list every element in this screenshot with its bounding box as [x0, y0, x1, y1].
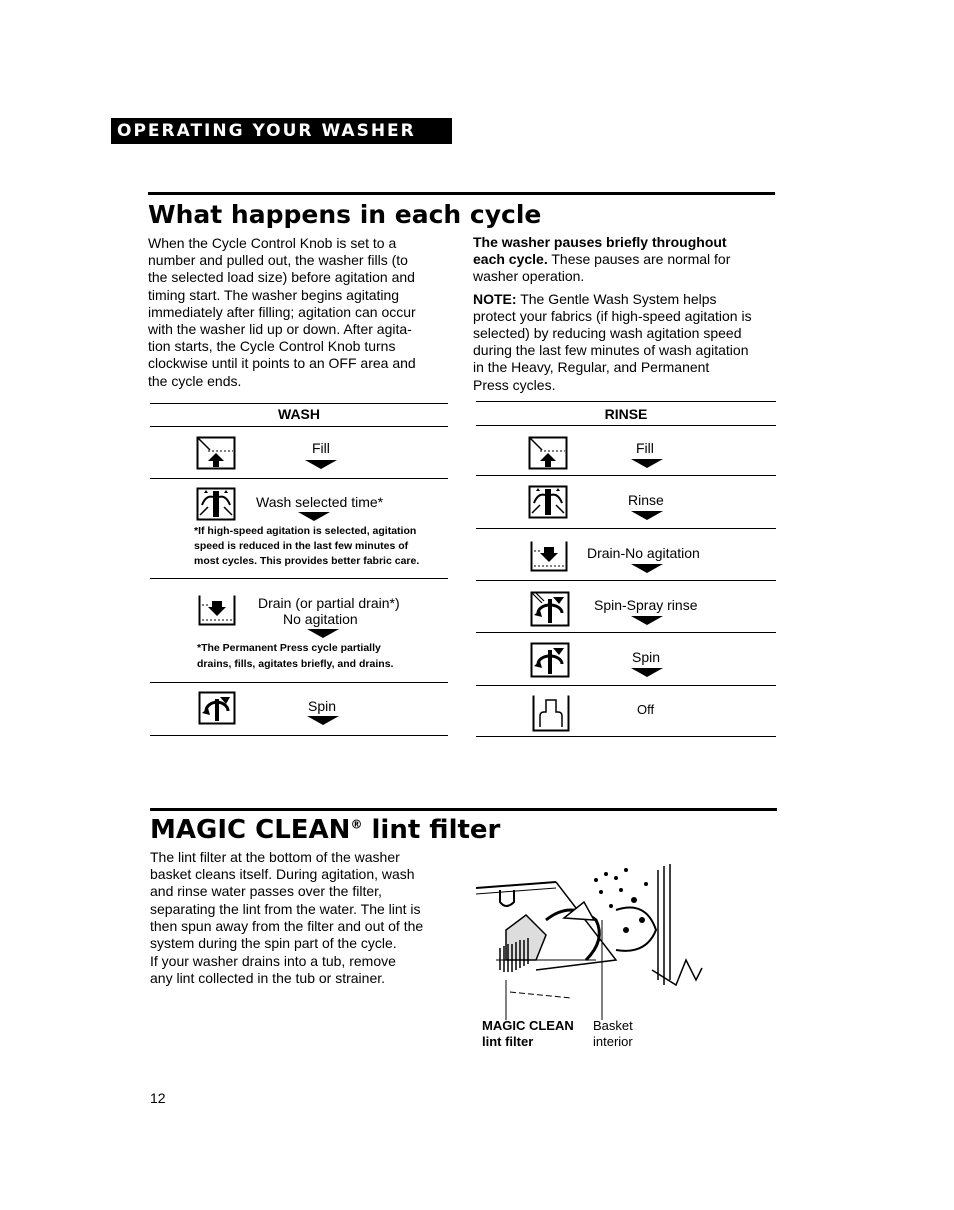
- text-line: If your washer drains into a tub, remove: [150, 953, 396, 970]
- section-rule: [148, 192, 775, 195]
- off-icon: [532, 694, 570, 732]
- lint-title-rest: lint filter: [362, 815, 501, 845]
- cycle-title: What happens in each cycle: [148, 200, 542, 229]
- text-line: in the Heavy, Regular, and Permanent: [473, 359, 710, 376]
- registered-mark: ®: [350, 817, 363, 832]
- wash-rule: [150, 478, 448, 479]
- wash-rule: [150, 578, 448, 579]
- off-label: Off: [637, 702, 655, 717]
- caption-basket: [593, 1018, 633, 1050]
- rinse-rule: [476, 475, 776, 476]
- caption-filter: [482, 1018, 574, 1050]
- wash-rule-bottom: [150, 735, 448, 736]
- text-line: protect your fabrics (if high-speed agitation is: [473, 307, 752, 324]
- rinse-rule: [476, 685, 776, 686]
- section-header: OPERATING YOUR WASHER: [111, 118, 452, 144]
- text-line: MAGIC CLEAN: [482, 1018, 574, 1033]
- arrow-down-icon: [305, 460, 337, 469]
- drain-label: Drain-No agitation: [587, 545, 700, 561]
- text-line: *The Permanent Press cycle partially: [197, 642, 381, 654]
- note-text: The Gentle Wash System helps: [516, 290, 717, 307]
- text-line: lint filter: [482, 1034, 534, 1049]
- rinse-rule: [476, 632, 776, 633]
- arrow-down-icon: [307, 629, 339, 638]
- text-line: Press cycles.: [473, 376, 556, 393]
- fill-icon: [528, 436, 568, 470]
- lint-text: [150, 849, 460, 988]
- rinse-rule-top: [476, 401, 776, 402]
- text-line: selected) by reducing wash agitation speed: [473, 325, 742, 342]
- text-line: speed is reduced in the last few minutes of: [194, 540, 409, 552]
- fill-label: Fill: [312, 440, 330, 456]
- text-line: number and pulled out, the washer fills (to: [148, 252, 408, 269]
- spin-label: Spin: [632, 649, 661, 665]
- fill-label: Fill: [636, 440, 654, 456]
- text-line: system during the spin part of the cycle.: [150, 935, 397, 952]
- rinse-heading: RINSE: [604, 406, 648, 422]
- arrow-down-icon: [631, 511, 663, 520]
- text-line: and rinse water passes over the filter,: [150, 883, 382, 900]
- pause-bold-2: each cycle.: [473, 251, 548, 268]
- spin-spray-label: Spin-Spray rinse: [594, 597, 698, 613]
- drain-label: Drain (or partial drain*): [258, 595, 400, 611]
- fill-icon: [196, 436, 236, 470]
- pause-bold: The washer pauses briefly throughout: [473, 234, 727, 250]
- text-line: most cycles. This provides better fabric care.: [194, 555, 420, 567]
- page-number: 12: [150, 1090, 166, 1106]
- rinse-rule: [476, 528, 776, 529]
- wash-rule: [150, 426, 448, 427]
- text-line: washer operation.: [473, 268, 585, 285]
- note-label: NOTE:: [473, 290, 517, 307]
- lint-title: [150, 815, 500, 845]
- lint-title-main: MAGIC CLEAN: [150, 815, 351, 845]
- rinse-rule: [476, 425, 776, 426]
- spin-label: Spin: [308, 698, 337, 714]
- rinse-label: Rinse: [628, 492, 664, 508]
- text-line: timing start. The washer begins agitating: [148, 286, 400, 303]
- text-line: drains, fills, agitates briefly, and drains.: [197, 658, 394, 670]
- spin-spray-icon: [530, 591, 570, 627]
- arrow-down-icon: [631, 668, 663, 677]
- cycle-right-text: [473, 234, 783, 394]
- arrow-down-icon: [631, 564, 663, 573]
- text-line: immediately after filling; agitation can occur: [148, 303, 416, 320]
- text-line: with the washer lid up or down. After agita-: [148, 321, 412, 338]
- agitate-icon: [196, 487, 236, 521]
- text-line: basket cleans itself. During agitation, wash: [150, 866, 415, 883]
- text-line: The lint filter at the bottom of the washer: [150, 849, 400, 865]
- agitate-icon: [528, 485, 568, 519]
- spin-icon: [530, 642, 570, 678]
- arrow-down-icon: [631, 459, 663, 468]
- text-line: tion starts, the Cycle Control Knob turns: [148, 338, 396, 355]
- text-line: separating the lint from the water. The lint is: [150, 900, 421, 917]
- wash-heading: WASH: [278, 406, 320, 422]
- arrow-down-icon: [307, 716, 339, 725]
- text-line: the cycle ends.: [148, 372, 242, 389]
- text-line: interior: [593, 1034, 633, 1049]
- section-rule: [150, 808, 777, 811]
- drain-label-2: No agitation: [283, 611, 358, 627]
- text-line: *If high-speed agitation is selected, agitation: [194, 525, 417, 537]
- wash-rule-top: [150, 403, 448, 404]
- rinse-rule: [476, 580, 776, 581]
- rinse-rule-bottom: [476, 736, 776, 737]
- arrow-down-icon: [631, 616, 663, 625]
- wash-rule: [150, 682, 448, 683]
- drain-icon: [530, 540, 568, 572]
- drain-footnote: [197, 640, 447, 672]
- arrow-down-icon: [298, 512, 330, 521]
- lint-filter-illustration: [476, 860, 706, 1020]
- text-line: during the last few minutes of wash agitation: [473, 342, 749, 359]
- text-line: the selected load size) before agitation and: [148, 269, 415, 286]
- drain-icon: [198, 594, 236, 626]
- wash-footnote: [194, 524, 444, 569]
- wash-time-label: Wash selected time*: [256, 494, 384, 510]
- text-line: When the Cycle Control Knob is set to a: [148, 235, 397, 251]
- text-line: any lint collected in the tub or strainer.: [150, 970, 386, 987]
- text-line: Basket: [593, 1018, 633, 1033]
- text-line: then spun away from the filter and out of the: [150, 917, 424, 934]
- cycle-left-text: [148, 235, 458, 390]
- pause-rest: These pauses are normal for: [547, 251, 731, 268]
- spin-icon: [198, 691, 236, 725]
- text-line: clockwise until it points to an OFF area and: [148, 355, 416, 372]
